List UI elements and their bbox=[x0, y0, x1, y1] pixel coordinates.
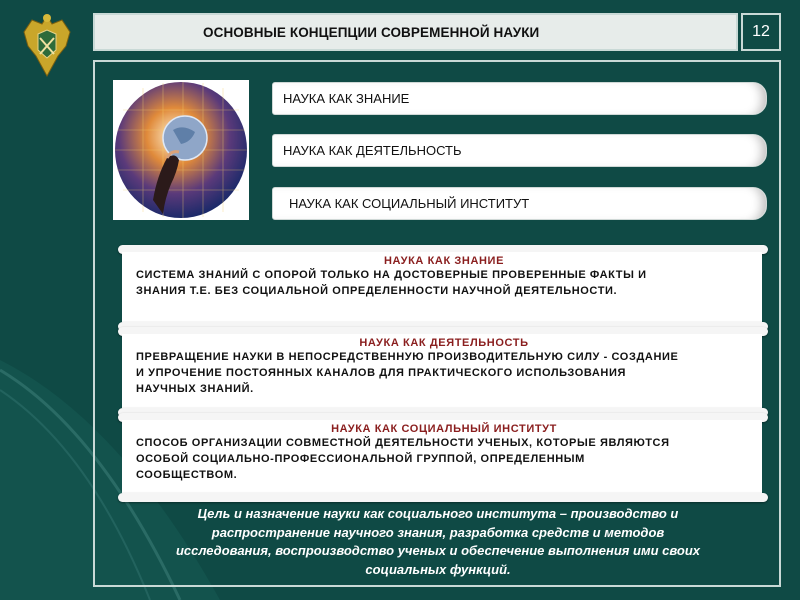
slide-title-bar bbox=[93, 13, 738, 51]
scroll-line: ЗНАНИЯ Т.Е. БЕЗ СОЦИАЛЬНОЙ ОПРЕДЕЛЕННОСТИ НАУЧНОЙ ДЕЯТЕЛЬНОСТИ. bbox=[136, 285, 618, 297]
footer-text: Цель и назначение науки как социального института – производство и распространение научного знания, разработка средств и методов исследования, воспроизводство ученых и обеспечение выполнения ими своих социальных функций. bbox=[175, 506, 701, 577]
page-number: 12 bbox=[741, 13, 781, 51]
globe-hand-image bbox=[113, 80, 249, 220]
scroll-line: И УПРОЧЕНИЕ ПОСТОЯННЫХ КАНАЛОВ ДЛЯ ПРАКТИЧЕСКОГО ИСПОЛЬЗОВАНИЯ bbox=[136, 367, 626, 379]
eagle-emblem-icon bbox=[18, 10, 76, 80]
scroll-sheet bbox=[122, 252, 762, 322]
scroll-line: СПОСОБ ОРГАНИЗАЦИИ СОВМЕСТНОЙ ДЕЯТЕЛЬНОСТИ УЧЕНЫХ, КОТОРЫЕ ЯВЛЯЮТСЯ bbox=[136, 437, 670, 449]
scroll-title: НАУКА КАК СОЦИАЛЬНЫЙ ИНСТИТУТ bbox=[331, 423, 557, 435]
scroll-sheet bbox=[122, 334, 762, 408]
scroll-rod-bottom bbox=[118, 493, 768, 502]
scroll-line: СООБЩЕСТВОМ. bbox=[136, 469, 238, 481]
scroll-line: НАУЧНЫХ ЗНАНИЙ. bbox=[136, 383, 254, 395]
scroll-line: ПРЕВРАЩЕНИЕ НАУКИ В НЕПОСРЕДСТВЕННУЮ ПРОИЗВОДИТЕЛЬНУЮ СИЛУ - СОЗДАНИЕ bbox=[136, 351, 679, 363]
scroll-title: НАУКА КАК ЗНАНИЕ bbox=[383, 255, 505, 267]
scroll-line: ОСОБОЙ СОЦИАЛЬНО-ПРОФЕССИОНАЛЬНОЙ ГРУППОЙ, ОПРЕДЕЛЕННЫМ bbox=[136, 453, 585, 465]
pill-science-as-activity: НАУКА КАК ДЕЯТЕЛЬНОСТЬ bbox=[272, 134, 767, 167]
scroll-sheet bbox=[122, 420, 762, 493]
scroll-line: СИСТЕМА ЗНАНИЙ С ОПОРОЙ ТОЛЬКО НА ДОСТОВЕРНЫЕ ПРОВЕРЕННЫЕ ФАКТЫ И bbox=[136, 269, 647, 281]
scroll-title: НАУКА КАК ДЕЯТЕЛЬНОСТЬ bbox=[359, 337, 529, 349]
pill-science-as-institution: НАУКА КАК СОЦИАЛЬНЫЙ ИНСТИТУТ bbox=[272, 187, 767, 220]
slide-title: ОСНОВНЫЕ КОНЦЕПЦИИ СОВРЕМЕННОЙ НАУКИ bbox=[203, 24, 540, 40]
pill-science-as-knowledge: НАУКА КАК ЗНАНИЕ bbox=[272, 82, 767, 115]
